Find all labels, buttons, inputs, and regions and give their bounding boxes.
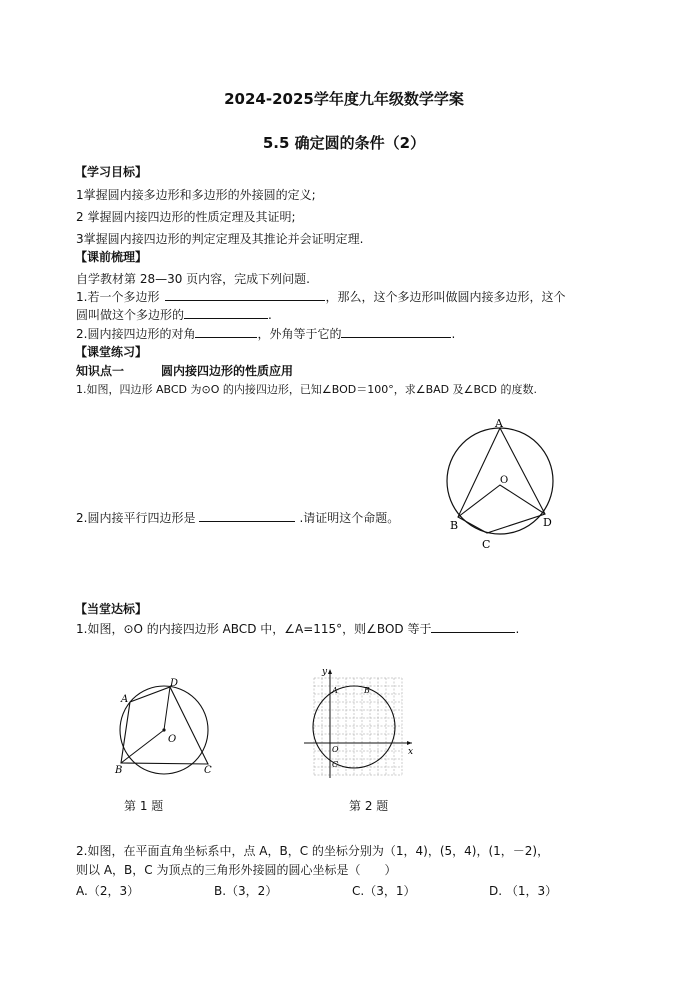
option-d[interactable]: D. （1，3） [489, 884, 558, 898]
knowledge-point-title: 圆内接四边形的性质应用 [161, 364, 294, 378]
label-D: D [543, 516, 552, 529]
preview-intro: 自学教材第 28—30 页内容，完成下列问题. [76, 272, 310, 286]
label-O: O [500, 475, 509, 486]
x-axis-label: x [408, 747, 414, 757]
answer-blank[interactable] [431, 620, 515, 633]
label-C: C [204, 765, 212, 776]
figure-caption-1: 第 1 题 [124, 799, 164, 813]
label-C: C [482, 538, 491, 551]
figure-question-2 [300, 664, 420, 784]
practice-question-2 [76, 509, 399, 526]
check-question-2-line2: 则以 A，B，C 为顶点的三角形外接圆的圆心坐标是（ ） [76, 863, 397, 877]
label-D: D [170, 678, 179, 689]
preview-heading: 【课前梳理】 [75, 250, 148, 264]
q2-text-b: ，外角等于它的 [257, 327, 342, 341]
answer-blank[interactable] [341, 325, 451, 338]
q1-text-b: ，那么，这个多边形叫做圆内接多边形，这个 [325, 290, 566, 304]
q2-text-a: 2.圆内接四边形的对角 [76, 327, 196, 341]
objectives-heading: 【学习目标】 [75, 165, 148, 179]
label-A: A [121, 694, 129, 705]
answer-blank[interactable] [184, 306, 268, 319]
figure-inscribed-quadrilateral [440, 415, 570, 555]
x-axis-arrow [407, 741, 412, 745]
y-axis-arrow [328, 669, 332, 674]
option-b[interactable]: B.（3，2） [214, 884, 278, 898]
practice-heading: 【课堂练习】 [75, 345, 148, 359]
central-angle [121, 687, 170, 763]
point-B-label: B [364, 686, 370, 695]
point-A-label: A [332, 686, 338, 695]
grid [314, 678, 402, 775]
preview-question-2 [76, 325, 455, 342]
center-point [162, 728, 165, 731]
check-question-1 [76, 620, 519, 637]
figure-question-1 [112, 672, 222, 782]
knowledge-point-label: 知识点一 [76, 364, 125, 378]
page-title: 2024-2025学年度九年级数学学案 [224, 90, 464, 108]
lesson-subtitle: 5.5 确定圆的条件（2） [262, 134, 426, 152]
cq1-text: 1.如图，⊙O 的内接四边形 ABCD 中，∠A=115°，则∠BOD 等于 [76, 622, 432, 636]
origin-label: O [332, 745, 339, 754]
cq1-end: . [515, 622, 520, 636]
q1-text-c: 圆叫做这个多边形的 [76, 308, 185, 322]
pq2-text-b: .请证明这个命题。 [299, 511, 400, 525]
preview-question-1 [76, 288, 565, 305]
point-C-label: C [332, 760, 339, 769]
answer-blank[interactable] [165, 288, 325, 301]
label-B: B [450, 519, 459, 532]
objective-item: 1掌握圆内接多边形和多边形的外接圆的定义; [76, 188, 316, 202]
objective-item: 2 掌握圆内接四边形的性质定理及其证明; [76, 210, 296, 224]
q2-end: . [451, 327, 456, 341]
preview-question-1-cont [76, 306, 272, 323]
label-B: B [115, 765, 123, 776]
q1-end: . [268, 308, 272, 322]
answer-blank[interactable] [199, 509, 295, 522]
label-A: A [495, 417, 503, 430]
practice-question-1: 1.如图，四边形 ABCD 为⊙O 的内接四边形，已知∠BOD＝100°，求∠BAD 及∠BCD 的度数. [76, 383, 537, 396]
answer-blank[interactable] [195, 325, 257, 338]
figure-caption-2: 第 2 题 [349, 799, 389, 813]
y-axis-label: y [322, 667, 328, 677]
check-heading: 【当堂达标】 [75, 602, 148, 616]
label-O: O [168, 734, 177, 745]
option-a[interactable]: A.（2，3） [76, 884, 140, 898]
pq2-text-a: 2.圆内接平行四边形是 [76, 511, 196, 525]
q1-text-a: 1.若一个多边形 [76, 290, 160, 304]
option-c[interactable]: C.（3，1） [352, 884, 416, 898]
check-question-2-line1: 2.如图，在平面直角坐标系中，点 A，B，C 的坐标分别为（1，4)，(5，4)，(1，－2)， [76, 844, 550, 858]
objective-item: 3掌握圆内接四边形的判定定理及其推论并会证明定理. [76, 232, 364, 246]
